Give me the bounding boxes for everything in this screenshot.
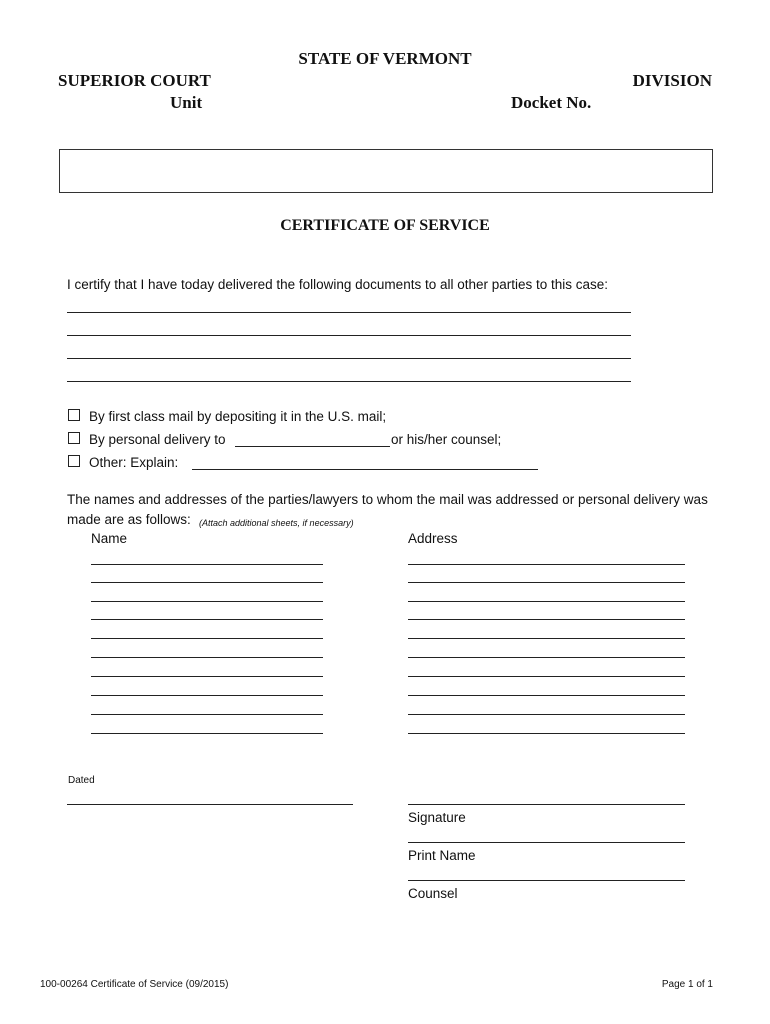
date-line[interactable]: [67, 804, 353, 805]
documents-line-4[interactable]: [67, 381, 631, 382]
address-line[interactable]: [408, 582, 685, 583]
counsel-line[interactable]: [408, 880, 685, 881]
counsel-label: Counsel: [408, 886, 458, 901]
signature-line[interactable]: [408, 804, 685, 805]
state-heading: STATE OF VERMONT: [298, 49, 472, 68]
name-line[interactable]: [91, 564, 323, 565]
name-line[interactable]: [91, 733, 323, 734]
print-name-line[interactable]: [408, 842, 685, 843]
documents-line-1[interactable]: [67, 312, 631, 313]
docket-heading: Docket No.: [511, 93, 592, 112]
address-line[interactable]: [408, 714, 685, 715]
case-caption-box[interactable]: [59, 149, 713, 193]
unit-heading: Unit: [170, 93, 203, 112]
name-line[interactable]: [91, 657, 323, 658]
attach-sheets-note: (Attach additional sheets, if necessary): [199, 518, 354, 528]
name-line[interactable]: [91, 714, 323, 715]
division-heading: DIVISION: [632, 71, 712, 90]
parties-text-line2: made are as follows:: [67, 512, 191, 527]
personal-delivery-checkbox[interactable]: [68, 432, 80, 444]
documents-line-2[interactable]: [67, 335, 631, 336]
address-line[interactable]: [408, 564, 685, 565]
other-explain-line[interactable]: [192, 469, 538, 470]
name-line[interactable]: [91, 582, 323, 583]
personal-delivery-label: By personal delivery to: [89, 432, 226, 447]
signature-label: Signature: [408, 810, 466, 825]
form-id-footer: 100-00264 Certificate of Service (09/2015): [40, 979, 229, 990]
other-checkbox[interactable]: [68, 455, 80, 467]
address-line[interactable]: [408, 619, 685, 620]
address-line[interactable]: [408, 601, 685, 602]
name-line[interactable]: [91, 676, 323, 677]
parties-text: The names and addresses of the parties/lawyers to whom the mail was addressed or personal delivery was: [67, 492, 708, 507]
mail-option-label: By first class mail by depositing it in the U.S. mail;: [89, 409, 387, 424]
page-number-footer: Page 1 of 1: [661, 979, 713, 990]
personal-delivery-recipient-line[interactable]: [235, 446, 390, 447]
address-line[interactable]: [408, 657, 685, 658]
address-line[interactable]: [408, 733, 685, 734]
address-column-header: Address: [408, 531, 458, 546]
other-option-label: Other: Explain:: [89, 455, 179, 470]
court-heading: SUPERIOR COURT: [58, 71, 211, 90]
address-line[interactable]: [408, 695, 685, 696]
name-line[interactable]: [91, 601, 323, 602]
documents-line-3[interactable]: [67, 358, 631, 359]
address-line[interactable]: [408, 676, 685, 677]
personal-delivery-counsel-label: or his/her counsel;: [391, 432, 502, 447]
print-name-label: Print Name: [408, 848, 476, 863]
name-line[interactable]: [91, 619, 323, 620]
name-column-header: Name: [91, 531, 128, 546]
mail-checkbox[interactable]: [68, 409, 80, 421]
address-line[interactable]: [408, 638, 685, 639]
name-line[interactable]: [91, 638, 323, 639]
certify-text: I certify that I have today delivered the following documents to all other parties to this case:: [67, 277, 609, 292]
dated-label: Dated: [68, 775, 95, 786]
page-title: CERTIFICATE OF SERVICE: [280, 217, 490, 234]
name-line[interactable]: [91, 695, 323, 696]
